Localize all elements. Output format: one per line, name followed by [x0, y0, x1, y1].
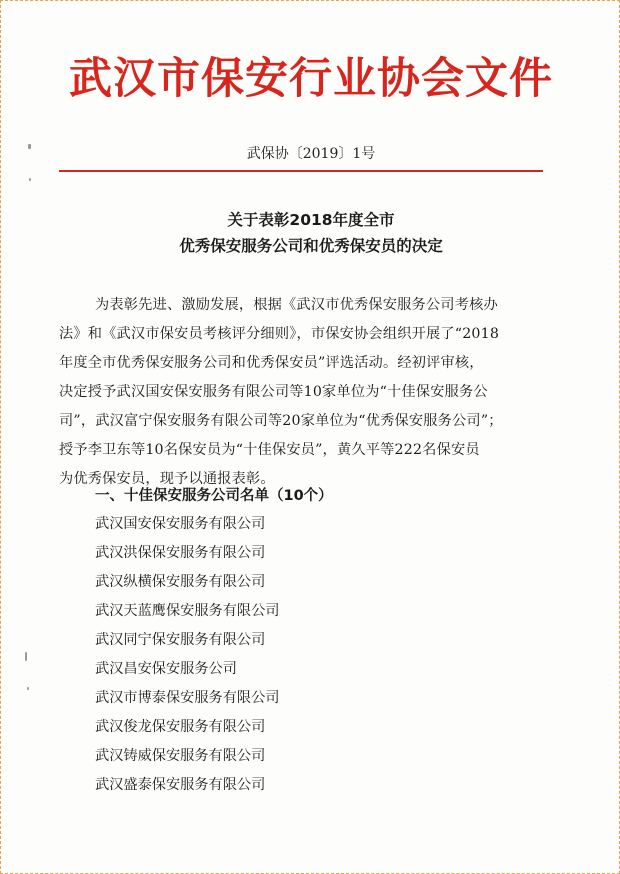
paragraph-line: 司”，武汉富宁保安服务有限公司等20家单位为“优秀保安服务公司”；	[59, 413, 503, 429]
document-title-line-1: 关于表彰2018年度全市	[227, 211, 395, 229]
list-item: 武汉铸威保安服务有限公司	[95, 748, 266, 764]
list-item: 武汉昌安保安服务公司	[95, 661, 237, 677]
section-heading: 一、十佳保安服务公司名单（10个）	[95, 488, 333, 504]
list-item: 武汉纵横保安服务有限公司	[95, 574, 266, 590]
list-item: 武汉国安保安服务有限公司	[95, 516, 266, 532]
paragraph-line: 年度全市优秀保安服务公司和优秀保安员”评选活动。经初评审核，	[59, 355, 484, 371]
paragraph-line: 决定授予武汉国安保安服务有限公司等10家单位为“十佳保安服务公	[59, 384, 488, 400]
paragraph-line: 法》和《武汉市保安员考核评分细则》，市保安协会组织开展了“2018	[59, 326, 500, 342]
scan-speck	[29, 178, 31, 181]
scan-speck	[25, 652, 27, 661]
list-item: 武汉盛泰保安服务有限公司	[95, 777, 266, 793]
list-item: 武汉俊龙保安服务有限公司	[95, 719, 266, 735]
paragraph-line: 为优秀保安员，现予以通报表彰。	[59, 471, 275, 487]
list-item: 武汉同宁保安服务有限公司	[95, 632, 266, 648]
list-item: 武汉洪保保安服务有限公司	[95, 545, 266, 561]
red-divider-line	[59, 170, 543, 172]
letterhead-title: 武汉市保安行业协会文件	[69, 54, 553, 104]
list-item: 武汉市博泰保安服务有限公司	[95, 690, 280, 706]
document-title-line-2: 优秀保安服务公司和优秀保安员的决定	[179, 237, 443, 255]
scan-speck	[28, 144, 31, 149]
list-item: 武汉天蓝鹰保安服务有限公司	[95, 603, 280, 619]
document-number: 武保协〔2019〕1号	[246, 146, 376, 162]
paragraph-line: 为表彰先进、激励发展，根据《武汉市优秀保安服务公司考核办	[95, 297, 498, 313]
scan-speck	[27, 687, 29, 690]
paragraph-line: 授予李卫东等10名保安员为“十佳保安员”，黄久平等222名保安员	[59, 442, 480, 458]
